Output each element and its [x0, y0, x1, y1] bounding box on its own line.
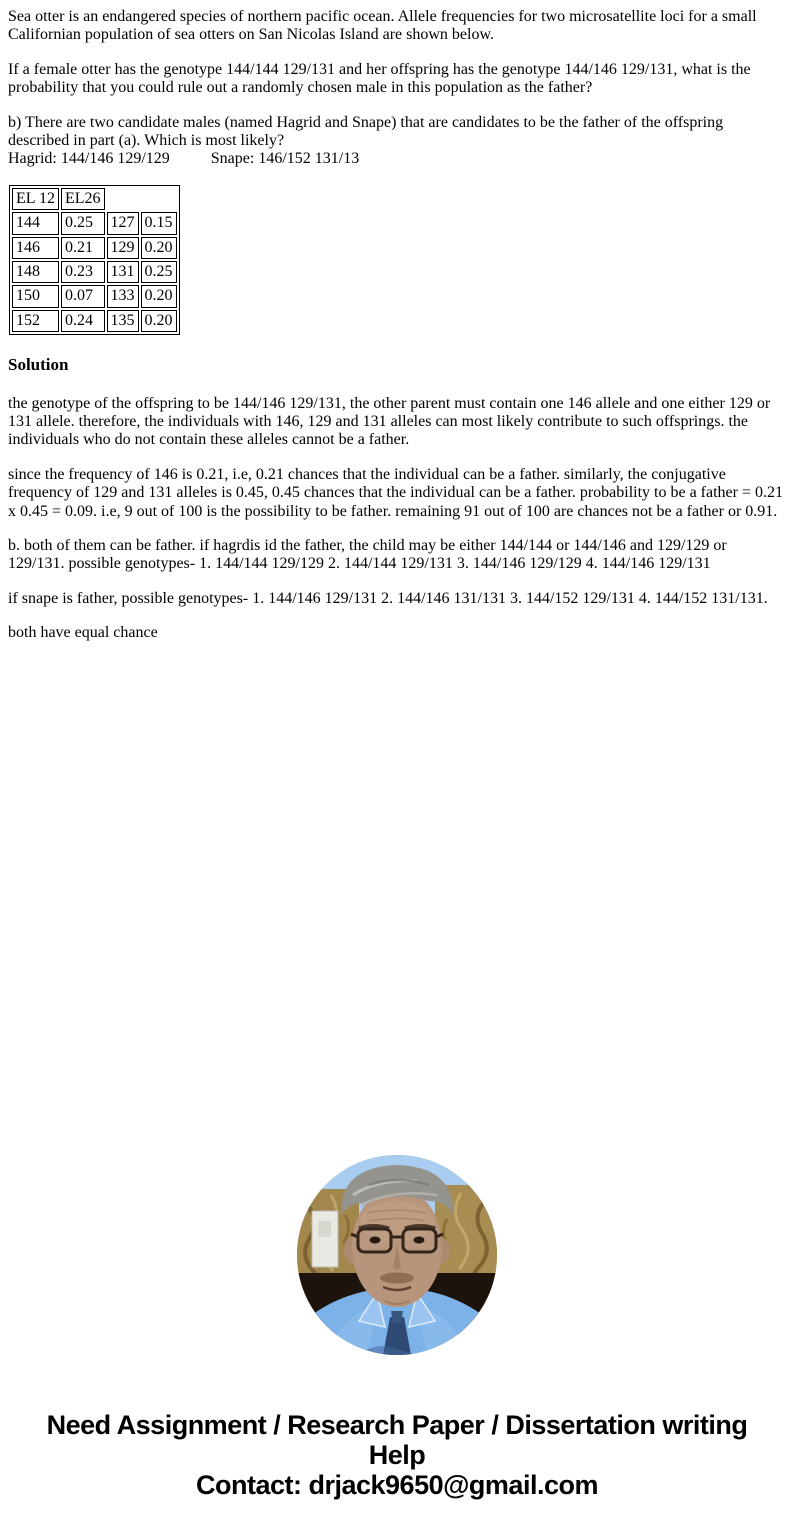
tutor-photo	[297, 1155, 497, 1355]
cell-allele: 144	[12, 212, 59, 234]
cell-allele: 152	[12, 310, 59, 332]
question-b-text: b) There are two candidate males (named Hagrid and Snape) that are candidates to be the father of the offspring described in part (a). Which is most likely?	[8, 113, 724, 149]
table-row	[12, 285, 177, 307]
cell-frequency: 0.20	[141, 237, 177, 259]
allele-frequency-table	[9, 185, 180, 335]
intro-paragraph-1: Sea otter is an endangered species of northern pacific ocean. Allele frequencies for two microsatellite loci for a small Californian population of sea otters on San Nicolas Island are shown below.	[8, 8, 757, 44]
cell-frequency: 0.25	[141, 261, 177, 283]
cell-frequency: 0.20	[141, 310, 177, 332]
footer-contact-email: Contact: drjack9650@gmail.com	[196, 1470, 598, 1501]
cell-allele: 129	[107, 237, 139, 259]
cell-frequency: 0.15	[141, 212, 177, 234]
table-row	[12, 212, 177, 234]
tutor-photo-wrapper	[8, 1155, 786, 1360]
cell-allele: 127	[107, 212, 139, 234]
snape-genotype: Snape: 146/152 131/13	[210, 150, 360, 168]
table-row	[12, 310, 177, 332]
cell-allele: 146	[12, 237, 59, 259]
table-row	[12, 261, 177, 283]
solution-paragraph-2: since the frequency of 146 is 0.21, i.e, 0.21 chances that the individual can be a father. similarly, the conjugative frequency of 129 and 131 alleles is 0.45, 0.45 chances that the individual can be a father. probability to be a father = 0.21 x 0.45 = 0.09. i.e, 9 out of 100 is the possibility to be father. remaining 91 out of 100 are chances not be a father or 0.91.	[8, 465, 783, 520]
cell-allele: 131	[107, 261, 139, 283]
cell-frequency: 0.25	[61, 212, 105, 234]
footer-banner	[26, 1410, 768, 1501]
table-header-row	[12, 188, 177, 210]
tutor-photo-illustration	[297, 1155, 497, 1355]
solution-paragraph-1: the genotype of the offspring to be 144/146 129/131, the other parent must contain one 146 allele and one either 129 or 131 allele. therefore, the individuals with 146, 129 and 131 alleles can most likely contribute to such offsprings. the individuals who do not contain these alleles cannot be a father.	[8, 394, 771, 449]
solution-paragraph-3: b. both of them can be father. if hagrdis id the father, the child may be either 144/144 or 144/146 and 129/129 or 129/131. possible genotypes- 1. 144/144 129/129 2. 144/144 129/131 3. 144/146 129/129 4. 144/146 129/131	[8, 536, 727, 573]
question-a-paragraph: If a female otter has the genotype 144/144 129/131 and her offspring has the genotype 144/146 129/131, what is the probability that you could rule out a randomly chosen male in this population as the father?	[8, 60, 751, 97]
question-b-paragraph	[8, 114, 786, 169]
cell-allele: 150	[12, 285, 59, 307]
cell-allele: 135	[107, 310, 139, 332]
locus-header-el12: EL 12	[12, 188, 59, 210]
cell-frequency: 0.23	[61, 261, 105, 283]
hagrid-genotype: Hagrid: 144/146 129/129	[8, 150, 170, 168]
cell-frequency: 0.21	[61, 237, 105, 259]
table-row	[12, 237, 177, 259]
solution-heading: Solution	[8, 355, 69, 375]
cell-allele: 133	[107, 285, 139, 307]
locus-header-el26: EL26	[61, 188, 105, 210]
solution-paragraph-5: both have equal chance	[8, 624, 158, 642]
solution-paragraph-4: if snape is father, possible genotypes- 1. 144/146 129/131 2. 144/146 131/131 3. 144/152 129/131 4. 144/152 131/131.	[8, 589, 768, 607]
footer-help-text: Need Assignment / Research Paper / Dissertation writing Help	[46, 1409, 748, 1471]
cell-allele: 148	[12, 261, 59, 283]
cell-frequency: 0.24	[61, 310, 105, 332]
cell-frequency: 0.07	[61, 285, 105, 307]
cell-frequency: 0.20	[141, 285, 177, 307]
